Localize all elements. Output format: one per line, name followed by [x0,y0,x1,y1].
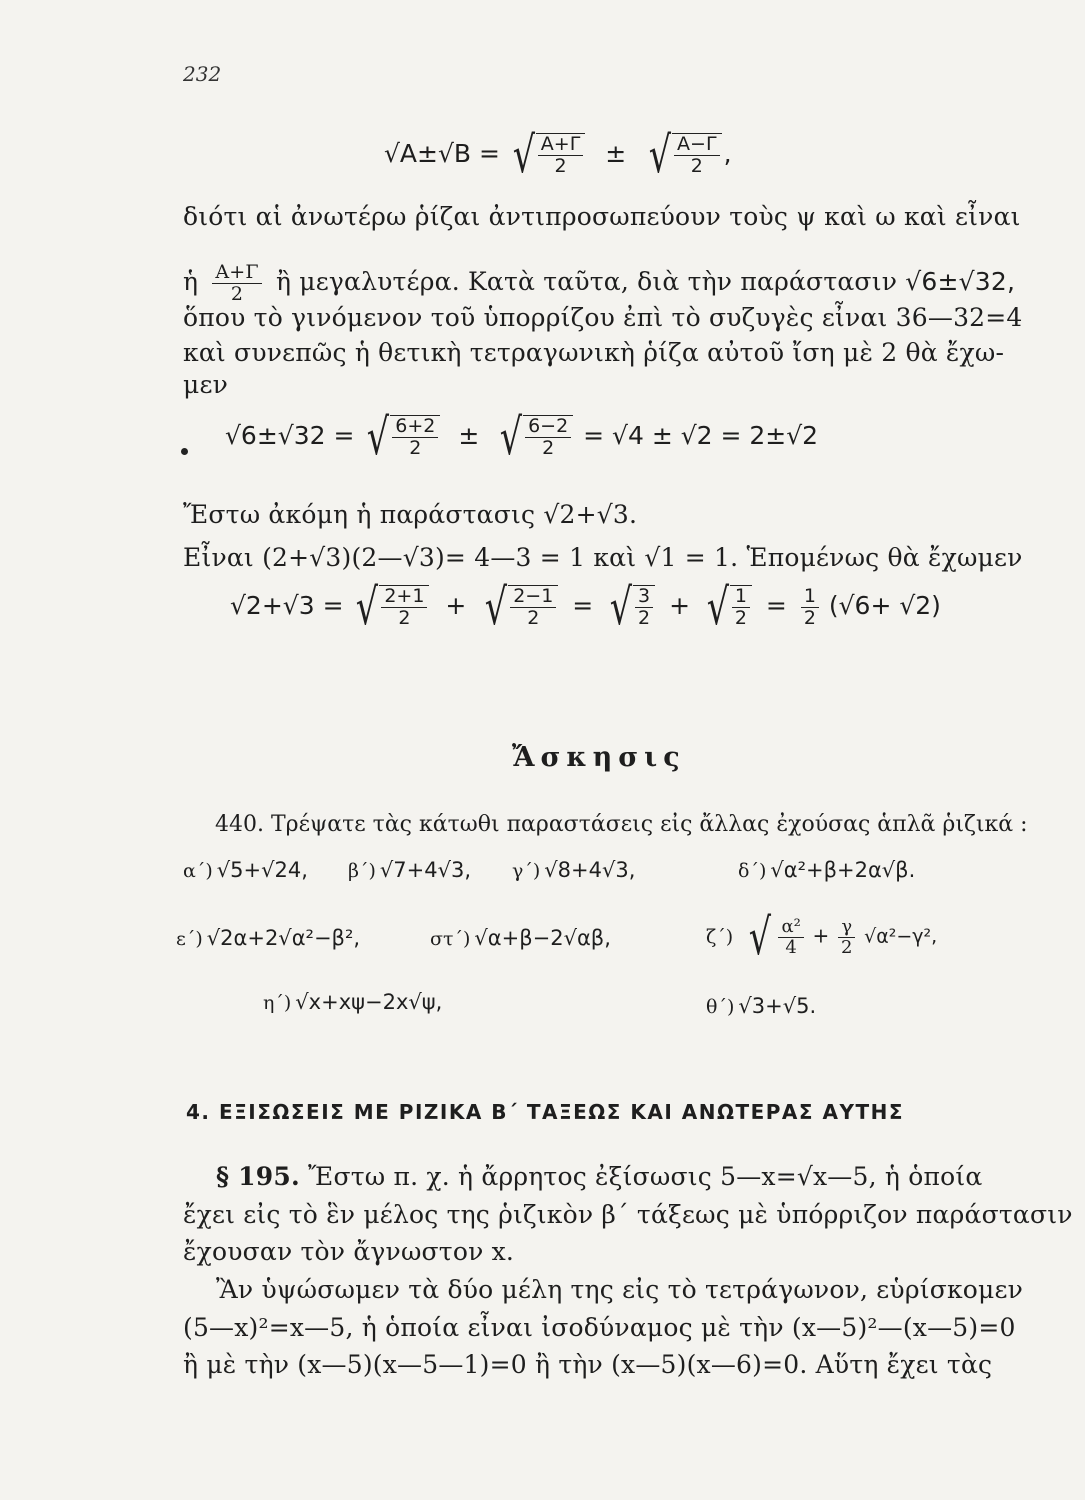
radical-icon: √ [648,126,672,184]
text-line-2: ἡ $\frac{A+\Gamma}{2}$ ἢ μεγαλυτέρα. Κατὰ ταῦτα, διὰ τὴν παράστασιν √6±√32, [183,261,1016,305]
radical-icon: √ [609,578,633,636]
radical-icon: √ [512,126,536,184]
section-heading: 4. ΕΞΙΣΩΣΕΙΣ ΜΕ ΡΙΖΙΚΑ Β΄ ΤΑΞΕΩΣ ΚΑΙ ΑΝΩΤΕΡΑΣ ΑΥΤΗΣ [186,1100,905,1124]
page-number: 232 [183,62,222,86]
exercise-item: η΄) √x+xψ−2x√ψ, [263,990,443,1014]
bullet-dot [181,448,188,455]
para-195-line-3: ἔχουσαν τὸν ἄγνωστον x. [183,1237,515,1266]
exercise-item: γ΄) √8+4√3, [512,858,636,882]
exercise-item: δ΄) √α²+β+2α√β. [738,858,916,882]
text-esto: Ἔστω ἀκόμη ἡ παράστασις √2+√3. [183,500,638,529]
para-195-line-2: ἔχει εἰς τὸ ἓν μέλος της ῥιζικὸν β΄ τάξεως μὲ ὑπόρριζον παράστασιν [183,1200,1073,1229]
inline-fraction: $\frac{A+\Gamma}{2}$ [212,262,261,305]
formula-top-lhs: √A±√B = [384,139,500,168]
radical-icon: √ [367,408,390,466]
exercise-item: β΄) √7+4√3, [348,858,472,882]
inline-radical: √6±√32, [905,266,1016,296]
para-195-line-1: § 195. Ἔστω π. χ. ἡ ἄρρητος ἐξίσωσις 5—x=√x—5, ἡ ὁποία [216,1162,983,1191]
text-line-1: διότι αἱ ἀνωτέρω ῥίζαι ἀντιπροσωπεύουν τοὺς ψ καὶ ω καὶ εἶναι [183,202,1021,231]
formula-top-pm: ± [605,139,627,168]
para-195-line-4: Ἂν ὑψώσωμεν τὰ δύο μέλη της εἰς τὸ τετράγωνον, εὑρίσκομεν [216,1275,1024,1304]
formula-bot: √2+√3 = √ $\frac{2+1}{2}$ + √ $\frac{2-1}{2}$ = √ $\frac{3}{2}$ + √ $\frac{1}{2}$ = $\frac{1}{2}$ (√6+ √2) [230,578,941,636]
exercise-item: α΄) √5+√24, [183,858,308,882]
formula-mid: √6±√32 = √ $\frac{6+2}{2}$ ± √ $\frac{6-2}{2}$ = √4 ± √2 = 2±√2 [225,408,819,466]
text-einai: Εἶναι (2+√3)(2—√3)= 4—3 = 1 καὶ √1 = 1. Ἑπομένως θὰ ἔχωμεν [183,543,1023,572]
radical-icon: √ [706,578,730,636]
text-line-4: καὶ συνεπῶς ἡ θετικὴ τετραγωνικὴ ῥίζα αὐτοῦ ἴση μὲ 2 θὰ ἔχω- [183,338,1005,367]
radical-icon: √ [748,908,771,966]
radical-icon: √ [356,578,379,636]
formula-top: √A±√B = √ $\frac{A+\Gamma}{2}$ ± √ $\frac{A-\Gamma}{2}$ , [384,126,732,184]
exercise-intro: 440. Τρέψατε τὰς κάτωθι παραστάσεις εἰς ἄλλας ἐχούσας ἁπλᾶ ῥιζικά : [215,812,1028,837]
radical-icon: √ [500,408,523,466]
formula-top-frac1: $\frac{A+\Gamma}{2}$ [536,133,586,177]
para-195-line-5: (5—x)²=x—5, ἡ ὁποία εἶναι ἰσοδύναμος μὲ τὴν (x—5)²—(x—5)=0 [183,1313,1016,1342]
para-195-line-6: ἢ μὲ τὴν (x—5)(x—5—1)=0 ἢ τὴν (x—5)(x—6)=0. Αὕτη ἔχει τὰς [183,1350,993,1379]
exercise-item: θ΄) √3+√5. [706,994,817,1018]
exercise-title: Ἄσκησις [512,742,686,773]
exercise-item: ε΄) √2α+2√α²−β², [176,926,361,950]
text-line-3: ὅπου τὸ γινόμενον τοῦ ὑπορρίζου ἐπὶ τὸ συζυγὲς εἶναι 36—32=4 [183,303,1023,332]
exercise-item-zeta: ζ΄) √ $\frac{\text{α²}}{4}$ + $\frac{\gamma}{2}$ √α²−γ², [706,908,938,966]
radical-icon: √ [485,578,508,636]
text-line-5: μεν [183,370,228,399]
formula-top-frac2: $\frac{A-\Gamma}{2}$ [672,133,722,177]
exercise-item: στ΄) √α+β−2√αβ, [430,926,611,950]
